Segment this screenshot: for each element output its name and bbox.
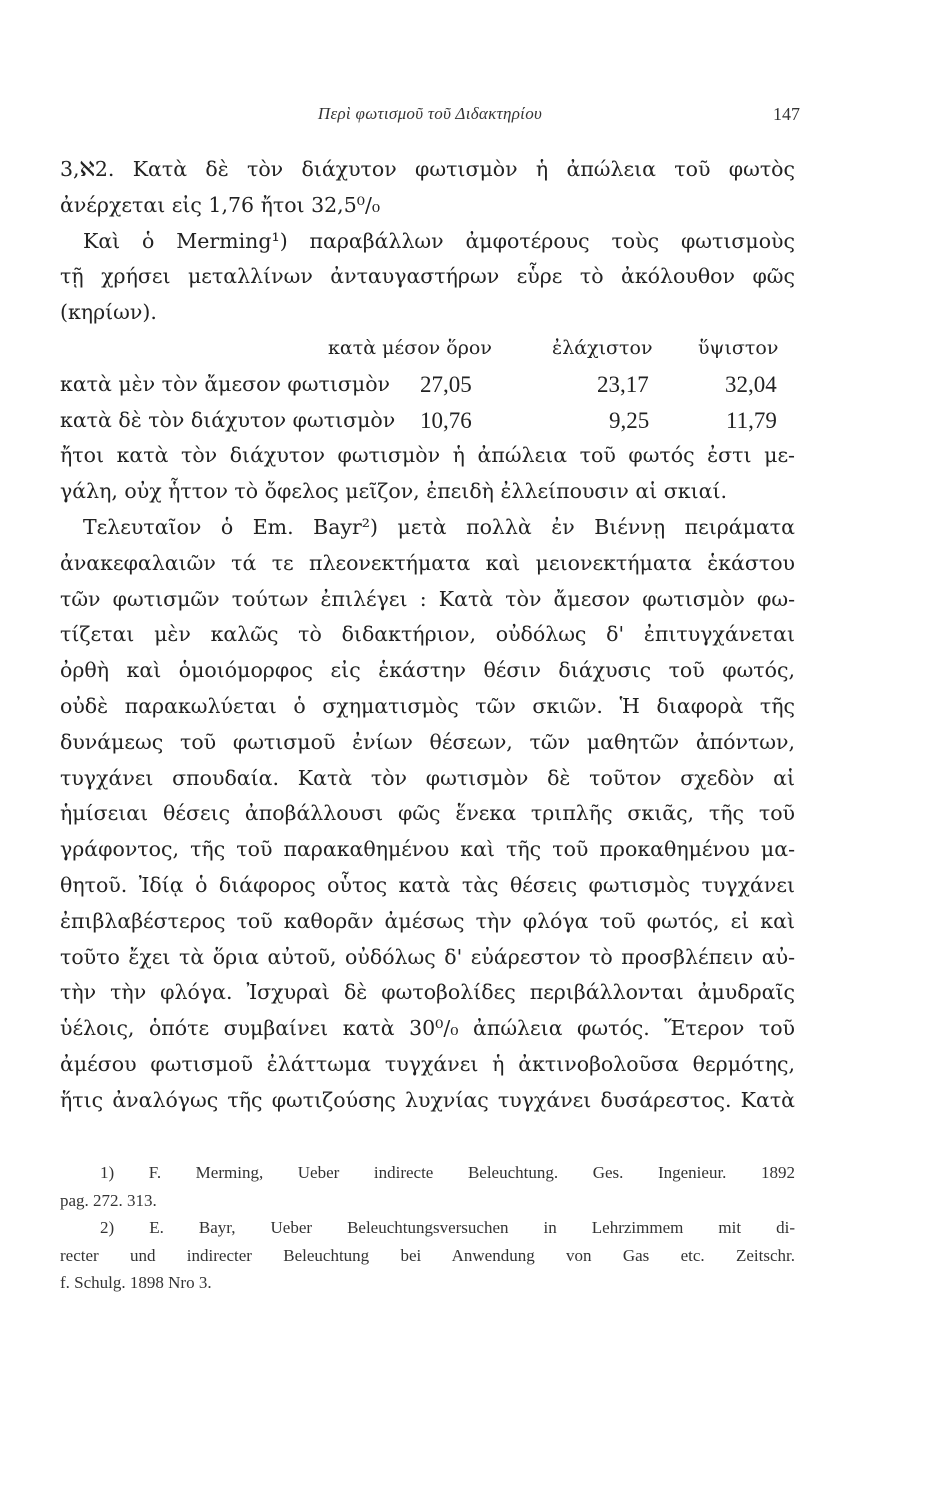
text-line: Τελευταῖον ὁ Em. Bayr²) μετὰ πολλὰ ἐν Βιέννῃ πειράματα [83,514,795,539]
text-line: ἀνέρχεται εἰς 1,76 ἤτοι 32,5⁰/₀ [60,192,381,217]
text-line: γάλη, οὐχ ἧττον τὸ ὄφελος μεῖζον, ἐπειδὴ ἐλλείπουσιν αἱ σκιαί. [60,479,728,504]
footnotes [60,1159,795,1297]
text-line: ἀμέσου φωτισμοῦ ἐλάττωμα τυγχάνει ἡ ἀκτινοβολοῦσα θερμότης, [60,1051,795,1076]
text-line: τοῦτο ἔχει τὰ ὅρια αὐτοῦ, οὐδόλως δ' εὐάρεστον τὸ προσβλέπειν αὐ- [60,944,795,969]
text-line: Καὶ ὁ Merming¹) παραβάλλων ἀμφοτέρους τοὺς φωτισμοὺς [83,228,795,253]
cell-mean: 27,05 [420,371,472,397]
cell-max: 32,04 [725,371,777,397]
page-number: 147 [773,104,800,124]
text-line: ὑέλοις, ὁπότε συμβαίνει κατὰ 30⁰/₀ ἀπώλεια φωτός. Ἕτερον τοῦ [60,1016,795,1041]
table-row [60,367,795,403]
text-line: ἡμίσειαι θέσεις ἀποβάλλουσι φῶς ἕνεκα τριπλῆς σκιᾶς, τῆς τοῦ [60,801,795,826]
text-line: (κηρίων). [60,300,157,325]
text-line: γράφοντος, τῆς τοῦ παρακαθημένου καὶ τῆς τοῦ προκαθημένου μα- [60,837,795,862]
text-line: 3,ℵ2. Κατὰ δὲ τὸν διάχυτον φωτισμὸν ἡ ἀπώλεια τοῦ φωτὸς [60,157,795,181]
text-line: τίζεται μὲν καλῶς τὸ διδακτήριον, οὐδόλως δ' ἐπιτυγχάνεται [60,622,795,647]
text-line: ἐπιβλαβέστερος τοῦ καθορᾶν ἀμέσως τὴν φλόγα τοῦ φωτός, εἰ καὶ [60,908,795,933]
text-line: θητοῦ. Ἰδίᾳ ὁ διάφορος οὗτος κατὰ τὰς θέσεις φωτισμὸς τυγχάνει [60,872,795,897]
text-line: τυγχάνει σπουδαία. Κατὰ τὸν φωτισμὸν δὲ τοῦτον σχεδὸν αἱ [60,765,795,790]
footnote-line: 2) E. Bayr, Ueber Beleuchtungsversuchen in Lehrzimmem mit di- [100,1218,795,1237]
footnote-line: f. Schulg. 1898 Nro 3. [60,1273,212,1292]
text-line: ὀρθὴ καὶ ὁμοιόμορφος εἰς ἑκάστην θέσιν διάχυσις τοῦ φωτός, [60,658,795,683]
footnote-line: 1) F. Merming, Ueber indirecte Beleuchtung. Ges. Ingenieur. 1892 [100,1163,795,1182]
text-line: ἥτις ἀναλόγως τῆς φωτιζούσης λυχνίας τυγχάνει δυσάρεστος. Κατὰ [60,1087,795,1112]
running-title: Περὶ φωτισμοῦ τοῦ Διδακτηρίου [317,104,543,123]
table-row [60,403,795,439]
footnote-line: recter und indirecter Beleuchtung bei Anwendung von Gas etc. Zeitschr. [60,1245,795,1265]
text-line: οὐδὲ παρακωλύεται ὁ σχηματισμὸς τῶν σκιῶν. Ἡ διαφορὰ τῆς [60,693,795,718]
row-label: κατὰ μὲν τὸν ἄμεσον φωτισμὸν [60,371,390,396]
footnote-line: pag. 272. 313. [60,1190,157,1210]
column-header-mean: κατὰ μέσον ὅρον [328,336,492,359]
cell-max: 11,79 [726,407,777,433]
cell-min: 9,25 [609,407,650,433]
text-line: ἤτοι κατὰ τὸν διάχυτον φωτισμὸν ἡ ἀπώλεια τοῦ φωτός ἐστι με- [60,443,795,468]
page-header [60,104,800,134]
row-label: κατὰ δὲ τὸν διάχυτον φωτισμὸν [60,407,396,432]
table-header [60,331,795,367]
body-text [60,152,795,1119]
text-line: ἀνακεφαλαιῶν τά τε πλεονεκτήματα καὶ μειονεκτήματα ἑκάστου [60,550,795,575]
cell-mean: 10,76 [420,407,472,433]
text-line: τὴν τὴν φλόγα. Ἰσχυραὶ δὲ φωτοβολίδες περιβάλλονται ἀμυδραῖς [60,980,795,1005]
column-header-min: ἐλάχιστον [552,336,653,359]
text-line: δυνάμεως τοῦ φωτισμοῦ ἐνίων θέσεων, τῶν μαθητῶν ἀπόντων, [60,729,795,754]
cell-min: 23,17 [597,371,649,397]
column-header-max: ὕψιστον [698,336,779,359]
text-line: τῶν φωτισμῶν τούτων ἐπιλέγει : Κατὰ τὸν ἄμεσον φωτισμὸν φω- [60,586,795,611]
text-line: τῇ χρήσει μεταλλίνων ἀνταυγαστήρων εὗρε τὸ ἀκόλουθον φῶς [60,264,795,289]
